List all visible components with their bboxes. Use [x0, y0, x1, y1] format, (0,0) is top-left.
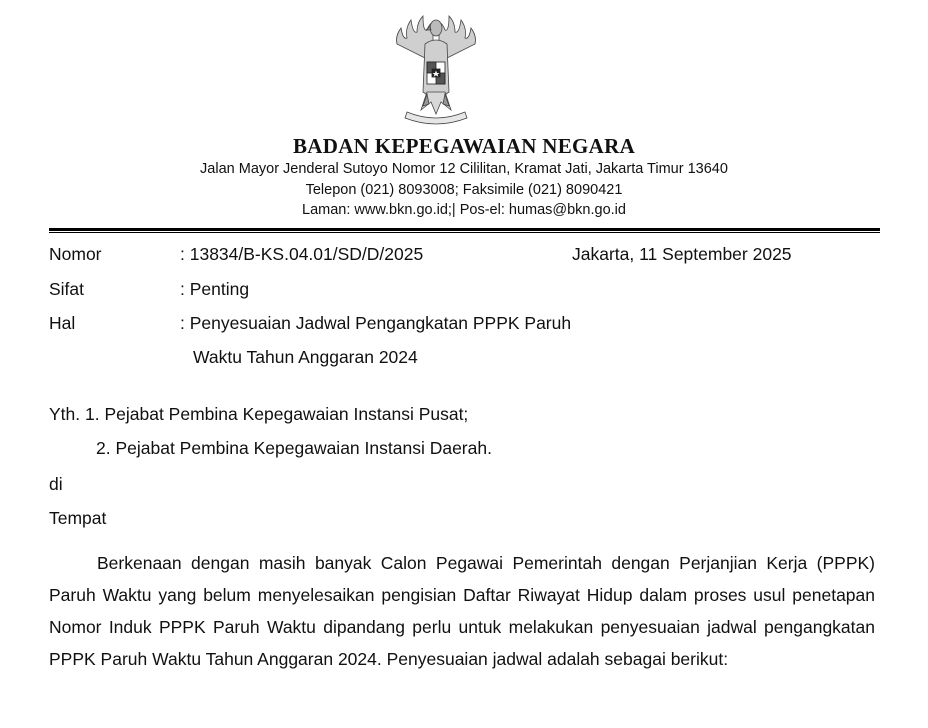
nomor-label: Nomor: [49, 244, 102, 264]
org-name: BADAN KEPEGAWAIAN NEGARA: [292, 134, 636, 158]
sifat-value: : Penting: [180, 279, 250, 299]
body-paragraph: Berkenaan dengan masih banyak Calon Pegawai Pemerintah dengan Perjanjian Kerja (PPPK) Paruh Waktu yang belum menyelesaikan pengisian Daftar Riwayat Hidup dalam proses usul penetapan Nomor Induk PPPK Paruh Waktu dipandang perlu untuk melakukan penyesuaian jadwal pengangkatan PPPK Paruh Waktu Tahun Anggaran 2024. Penyesuaian jadwal adalah sebagai berikut:: [49, 553, 875, 669]
hal-value-line2: Waktu Tahun Anggaran 2024: [193, 347, 418, 367]
recipient-line1: Yth. 1. Pejabat Pembina Kepegawaian Instansi Pusat;: [49, 404, 469, 424]
nomor-value: : 13834/B-KS.04.01/SD/D/2025: [180, 244, 424, 264]
letterhead-divider: [49, 228, 880, 231]
letterhead-divider-thin: [49, 232, 880, 233]
recipient-line2: 2. Pejabat Pembina Kepegawaian Instansi Daerah.: [96, 438, 492, 458]
letter-body: [49, 547, 875, 675]
garuda-emblem-icon: [393, 14, 479, 126]
org-web: Laman: www.bkn.go.id;| Pos-el: humas@bkn.go.id: [302, 202, 626, 218]
sifat-label: Sifat: [49, 279, 85, 299]
recipient-di: di: [49, 474, 63, 494]
org-address: Jalan Mayor Jenderal Sutoyo Nomor 12 Cililitan, Kramat Jati, Jakarta Timur 13640: [200, 161, 728, 177]
letter-date: Jakarta, 11 September 2025: [572, 244, 792, 264]
org-phone: Telepon (021) 8093008; Faksimile (021) 8090421: [305, 182, 623, 198]
recipient-tempat: Tempat: [49, 508, 107, 528]
hal-label: Hal: [49, 313, 76, 333]
hal-value-line1: : Penyesuaian Jadwal Pengangkatan PPPK Paruh: [180, 313, 572, 333]
